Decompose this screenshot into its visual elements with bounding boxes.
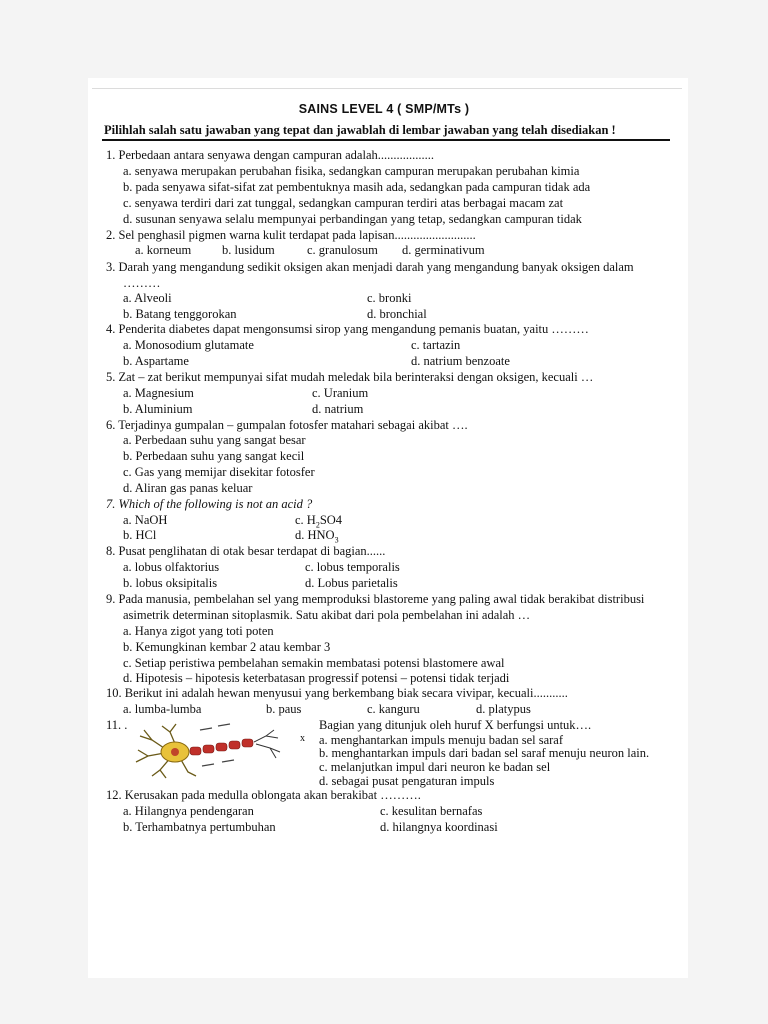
question-11-number: 11. . (106, 718, 128, 732)
question-7-stem: 7. Which of the following is not an acid ? (106, 497, 313, 511)
question-2-option-a: a. korneum (135, 243, 192, 257)
question-8-option-b: b. lobus oksipitalis (123, 576, 218, 590)
question-5-option-c: c. Uranium (312, 386, 369, 400)
question-11-option-a: a. menghantarkan impuls menuju badan sel saraf (319, 733, 564, 747)
question-3-stem: 3. Darah yang mengandung sedikit oksigen akan menjadi darah yang mengandung banyak oksigen dalam (106, 260, 634, 274)
question-8-stem: 8. Pusat penglihatan di otak besar terdapat di bagian...... (106, 544, 386, 558)
question-11-option-d: d. sebagai pusat pengaturan impuls (319, 774, 495, 788)
question-2-option-c: c. granulosum (307, 243, 378, 257)
question-3-option-b: b. Batang tenggorokan (123, 307, 237, 321)
top-divider (92, 88, 682, 89)
question-7-option-c: c. $H_2SO4$ (295, 513, 343, 530)
question-6-option-a: a. Perbedaan suhu yang sangat besar (123, 433, 306, 447)
question-11-option-b: b. menghantarkan impuls dari badan sel saraf menuju neuron lain. (319, 746, 650, 760)
question-4-stem: 4. Penderita diabetes dapat mengonsumsi sirop yang mengandung pemanis buatan, yaitu ……… (106, 322, 589, 336)
question-1-option-b: b. pada senyawa sifat-sifat zat pembentuknya masih ada, sedangkan pada campuran tidak ada (123, 180, 591, 194)
myelin-sheath (190, 739, 253, 755)
question-3-option-c: c. bronki (367, 291, 412, 305)
question-8-option-d: d. Lobus parietalis (305, 576, 398, 590)
question-12-option-b: b. Terhambatnya pertumbuhan (123, 820, 276, 834)
question-7-option-a: a. NaOH (123, 513, 168, 527)
question-8-option-c: c. lobus temporalis (305, 560, 400, 574)
question-5-stem: 5. Zat – zat berikut mempunyai sifat mudah meledak bila berinteraksi dengan oksigen, kecuali … (106, 370, 594, 384)
question-6-option-b: b. Perbedaan suhu yang sangat kecil (123, 449, 305, 463)
question-6-option-c: c. Gas yang memijar disekitar fotosfer (123, 465, 315, 479)
question-4-option-a: a. Monosodium glutamate (123, 338, 254, 352)
question-1-option-a: a. senyawa merupakan perubahan fisika, sedangkan campuran merupakan perubahan kimia (123, 164, 580, 178)
axon-terminals (254, 730, 280, 758)
nucleus (171, 748, 179, 756)
question-12-stem: 12. Kerusakan pada medulla oblongata akan berakibat ………. (106, 788, 421, 802)
page-title: SAINS LEVEL 4 ( SMP/MTs ) (298, 102, 470, 116)
question-10-option-a: a. lumba-lumba (123, 702, 202, 716)
question-9-option-c: c. Setiap peristiwa pembelahan semakin membatasi potensi blastomere awal (123, 656, 505, 670)
question-3-option-a: a. Alveoli (123, 291, 172, 305)
question-11-stem: Bagian yang ditunjuk oleh huruf X berfungsi untuk…. (319, 718, 592, 732)
question-10-stem: 10. Berikut ini adalah hewan menyusui yang berkembang biak secara vivipar, kecuali........... (106, 686, 568, 700)
question-5-option-a: a. Magnesium (123, 386, 194, 400)
question-4-option-d: d. natrium benzoate (411, 354, 510, 368)
question-10-option-b: b. paus (266, 702, 302, 716)
question-3-option-d: d. bronchial (367, 307, 427, 321)
question-2-stem: 2. Sel penghasil pigmen warna kulit terdapat pada lapisan.......................... (106, 228, 476, 242)
question-6-stem: 6. Terjadinya gumpalan – gumpalan fotosfer matahari sebagai akibat …. (106, 418, 468, 432)
question-12-option-a: a. Hilangnya pendengaran (123, 804, 254, 818)
question-7-option-d: d. $HNO_3$ (295, 528, 339, 545)
question-1-option-d: d. susunan senyawa selalu mempunyai perbandingan yang tetap, sedangkan campuran tidak (123, 212, 582, 226)
question-8-option-a: a. lobus olfaktorius (123, 560, 220, 574)
question-4-option-b: b. Aspartame (123, 354, 189, 368)
question-7-option-b: b. HCl (123, 528, 157, 542)
question-9-option-b: b. Kemungkinan kembar 2 atau kembar 3 (123, 640, 331, 654)
question-5-option-d: d. natrium (312, 402, 364, 416)
question-2-option-d: d. germinativum (402, 243, 485, 257)
question-9-stem-continued: asimetrik determinan sitoplasmik. Satu akibat dari pola pembelahan ini adalah … (123, 608, 531, 622)
question-5-option-b: b. Aluminium (123, 402, 193, 416)
question-4-option-c: c. tartazin (411, 338, 461, 352)
instruction-text: Pilihlah salah satu jawaban yang tepat dan jawablah di lembar jawaban yang telah disediakan ! (104, 123, 616, 137)
question-2-option-b: b. lusidum (222, 243, 275, 257)
neuron-diagram (130, 722, 300, 780)
question-12-option-c: c. kesulitan bernafas (380, 804, 483, 818)
x-marker-label: x (300, 733, 305, 744)
question-9-option-d: d. Hipotesis – hipotesis keterbatasan progressif potensi – potensi tidak terjadi (123, 671, 510, 685)
question-9-stem: 9. Pada manusia, pembelahan sel yang memproduksi blastoreme yang paling awal tidak berakibat distribusi (106, 592, 645, 606)
question-3-stem-continued: ……… (123, 276, 161, 290)
question-10-option-d: d. platypus (476, 702, 531, 716)
question-1-stem: 1. Perbedaan antara senyawa dengan campuran adalah.................. (106, 148, 434, 162)
question-12-option-d: d. hilangnya koordinasi (380, 820, 498, 834)
question-9-option-a: a. Hanya zigot yang toti poten (123, 624, 274, 638)
question-6-option-d: d. Aliran gas panas keluar (123, 481, 253, 495)
instruction-underline (102, 139, 670, 141)
question-11-option-c: c. melanjutkan impul dari neuron ke badan sel (319, 760, 551, 774)
question-1-option-c: c. senyawa terdiri dari zat tunggal, sedangkan campuran terdiri atas berbagai macam zat (123, 196, 564, 210)
question-10-option-c: c. kanguru (367, 702, 420, 716)
